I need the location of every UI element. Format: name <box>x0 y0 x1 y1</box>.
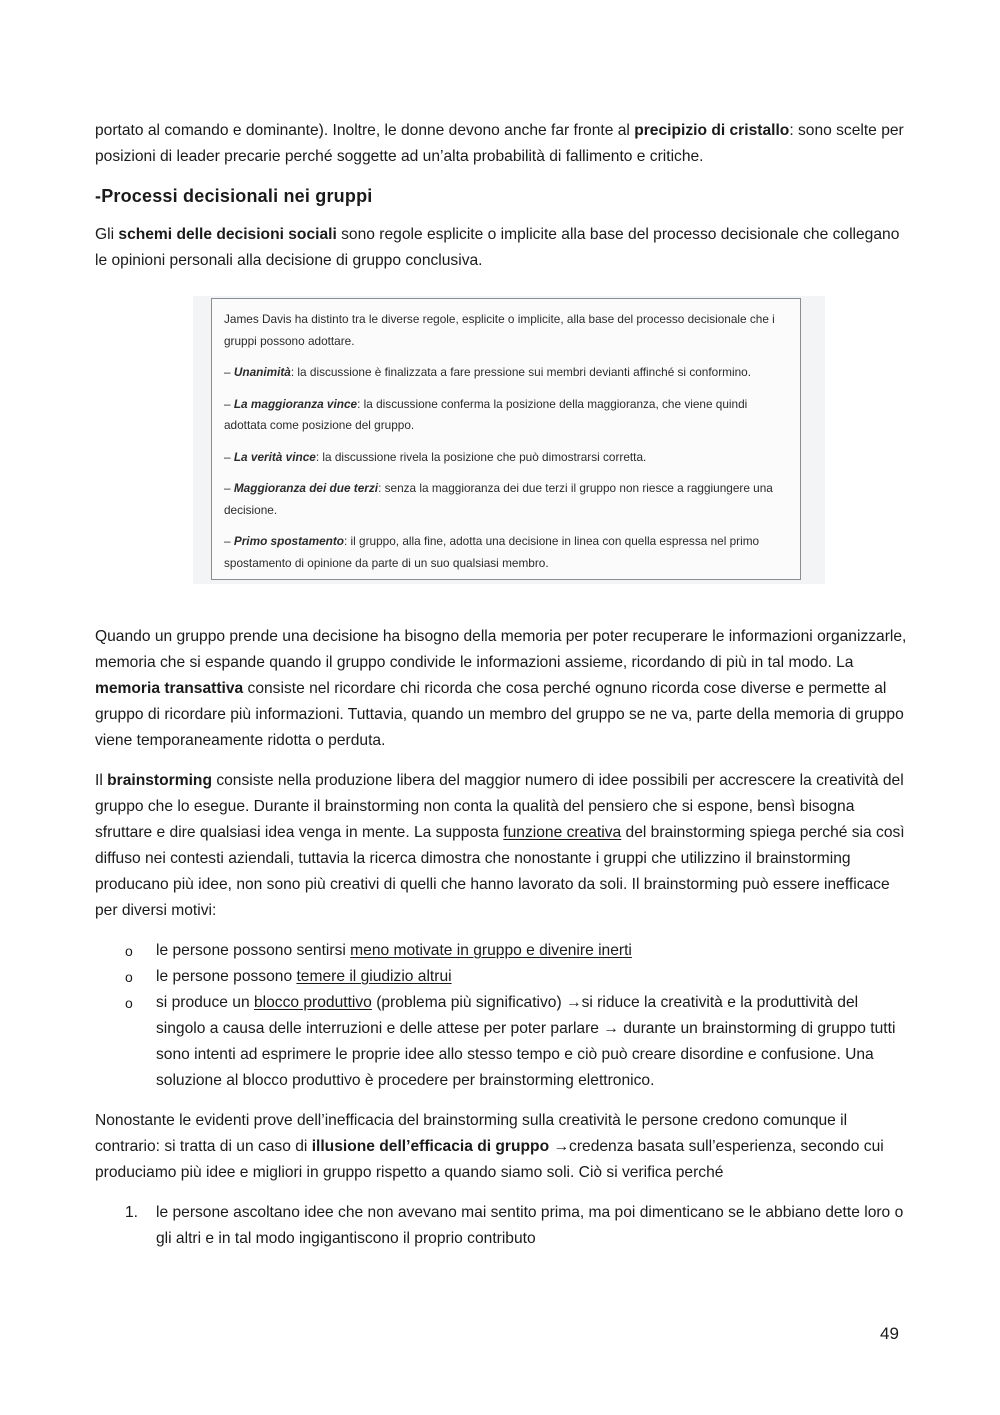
rule-item <box>224 394 788 437</box>
rule-name: Primo spostamento <box>233 534 344 548</box>
rule-text: : il gruppo, alla fine, adotta una decisione in linea con quella espressa nel primo spostamento di opinione da parte di un suo qualsiasi membro. <box>224 534 760 570</box>
bold-term: schemi delle decisioni sociali <box>118 226 337 243</box>
bullet-marker: o <box>125 943 133 959</box>
paragraph-glass-cliff <box>95 118 907 170</box>
paragraph-group-efficacy-illusion <box>95 1108 907 1186</box>
underlined-term: temere il giudizio altrui <box>296 968 452 985</box>
text-run: sono regole esplicite o implicite alla base del processo decisionale che collegano le opinioni personali alla decisione di gruppo conclusiva. <box>95 226 900 269</box>
rule-text: : la discussione è finalizzata a fare pressione sui membri devianti affinché si conformino. <box>290 365 751 379</box>
text-run: le persone possono sentirsi <box>156 942 351 959</box>
section-heading: -Processi decisionali nei gruppi <box>95 186 373 206</box>
text-run: del brainstorming spiega perché sia così diffuso nei contesti aziendali, tuttavia la ricerca dimostra che nonostante i gruppi che utilizzino il brainstorming producano più idee, non sono più creativi di quelli che hanno lavorato da soli. Il brainstorming può essere inefficace per diversi motivi: <box>95 824 905 919</box>
text-run: Gli <box>95 226 119 243</box>
embedded-screenshot <box>193 296 825 584</box>
text-run: Il <box>95 772 108 789</box>
rule-dash: – <box>224 365 234 379</box>
text-run: Quando un gruppo prende una decisione ha bisogno della memoria per poter recuperare le informazioni organizzarle, memoria che si espande quando il gruppo condivide le informazioni assieme, ricordando di più in tal modo. La <box>95 628 907 671</box>
text-run: portato al comando e dominante). Inoltre, le donne devono anche far fronte al <box>95 122 635 139</box>
page-body <box>95 118 907 1252</box>
quote-box <box>211 298 801 580</box>
bold-term: brainstorming <box>107 772 212 789</box>
paragraph-social-decision-schemes <box>95 222 907 274</box>
rule-item <box>224 447 788 469</box>
list-item <box>95 964 907 990</box>
text-run: Nonostante le evidenti prove dell’inefficacia del brainstorming sulla creatività le persone credono comunque il contrario: si tratta di un caso di <box>95 1112 848 1155</box>
rule-dash: – <box>224 449 234 464</box>
rule-name: Maggioranza dei due terzi <box>233 481 379 495</box>
list-item <box>95 990 907 1094</box>
rule-dash: – <box>224 481 234 495</box>
text-run: si produce un <box>156 994 254 1011</box>
text-run: consiste nel ricordare chi ricorda che cosa perché ognuno ricorda cose diverse e permette al gruppo di ricordare più informazioni. Tuttavia, quando un membro del gruppo se ne va, parte della memoria di gruppo viene temporaneamente ridotta o perduta. <box>95 680 904 749</box>
numbered-list <box>95 1200 907 1252</box>
bold-term: illusione dell’efficacia di gruppo <box>311 1138 550 1155</box>
text-run: : sono scelte per posizioni di leader precarie perché soggette ad un’alta probabilità di fallimento e critiche. <box>95 122 904 165</box>
text-run: consiste nella produzione libera del maggior numero di idee possibili per accrescere la creatività del gruppo che lo esegue. Durante il brainstorming non conta la qualità del pensiero che si espone, bensì bisogna sfruttare e dire qualsiasi idea venga in mente. La supposta <box>95 772 904 841</box>
bullet-marker: o <box>125 995 133 1011</box>
rule-name: La maggioranza vince <box>233 396 358 411</box>
box-intro: James Davis ha distinto tra le diverse regole, esplicite o implicite, alla base del processo decisionale che i gruppi possono adottare. <box>224 312 775 348</box>
spacer <box>95 584 907 624</box>
rule-item <box>224 531 788 574</box>
rule-dash: – <box>224 396 234 411</box>
rule-name: La verità vince <box>233 449 316 464</box>
text-run: →credenza basata sull’esperienza, secondo cui produciamo più idee e migliori in gruppo rispetto a quando siamo soli. Ciò si verifica perché <box>95 1138 884 1181</box>
underlined-term: funzione creativa <box>503 824 622 841</box>
list-item <box>95 938 907 964</box>
text-run: le persone possono <box>156 968 297 985</box>
paragraph-transactive-memory <box>95 624 907 754</box>
paragraph-brainstorming <box>95 768 907 924</box>
text-run: (problema più significativo) →si riduce la creatività e la produttività del singolo a causa delle interruzioni e delle attese per poter parlare → durante un brainstorming di gruppo tutti sono intenti ad esprimere le proprie idee allo stesso tempo e ciò può creare disordine e confusione. Una soluzione al blocco produttivo è procedere per brainstorming elettronico. <box>156 994 896 1089</box>
number-marker: 1. <box>125 1204 139 1221</box>
rule-text: : la discussione conferma la posizione della maggioranza, che viene quindi adottata come posizione del gruppo. <box>224 396 748 432</box>
bullet-list <box>95 938 907 1094</box>
underlined-term: blocco produttivo <box>253 994 372 1011</box>
rule-text: : la discussione rivela la posizione che può dimostrarsi corretta. <box>315 449 647 464</box>
bold-term: memoria transattiva <box>95 680 244 697</box>
page-number: 49 <box>880 1324 899 1343</box>
rule-text: : senza la maggioranza dei due terzi il gruppo non riesce a raggiungere una decisione. <box>224 481 773 517</box>
rule-item <box>224 362 788 384</box>
bold-term: precipizio di cristallo <box>634 122 790 139</box>
list-item <box>95 1200 907 1252</box>
text-run: le persone ascoltano idee che non avevano mai sentito prima, ma poi dimenticano se le abbiano dette loro o gli altri e in tal modo ingigantiscono il proprio contributo <box>156 1204 904 1247</box>
rule-name: Unanimità <box>233 365 291 379</box>
rule-item <box>224 478 788 521</box>
underlined-term: meno motivate in gruppo e divenire inerti <box>350 942 632 959</box>
bullet-marker: o <box>125 969 133 985</box>
rule-dash: – <box>224 534 234 548</box>
